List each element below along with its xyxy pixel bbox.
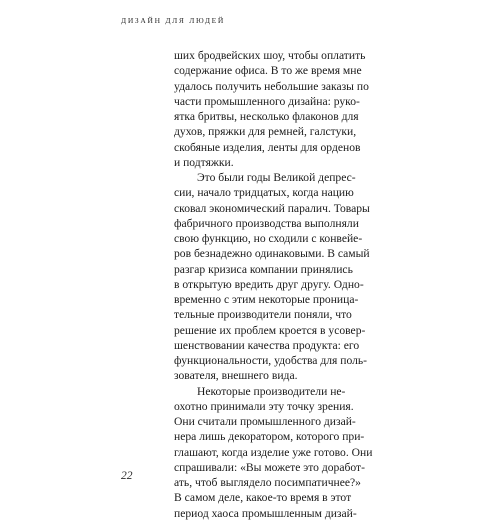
text-line: В самом деле, какое-то время в этот: [174, 491, 352, 505]
text-line: сковал экономический паралич. Товары: [174, 201, 370, 215]
text-line: фабричного производства выполняли: [174, 216, 359, 230]
text-line: в открытую вредить друг другу. Одно-: [174, 277, 364, 291]
text-line: нера лишь декоратором, которого при-: [174, 430, 365, 444]
text-line: тельные производители поняли, что: [174, 308, 352, 322]
text-line: ать, чтоб выглядело посимпатичнее?»: [174, 476, 361, 489]
running-head: ДИЗАЙН ДЛЯ ЛЮДЕЙ: [121, 16, 226, 25]
text-line: охотно принимали эту точку зрения.: [174, 399, 354, 413]
text-line: ров безнадежно одинаковыми. В самый: [174, 247, 370, 261]
text-line: сии, начало тридцатых, когда нацию: [174, 186, 354, 200]
text-line: духов, пряжки для ремней, галстуки,: [174, 125, 357, 139]
text-line: содержание офиса. В то же время мне: [174, 64, 362, 78]
text-line: и подтяжки.: [174, 155, 234, 169]
body-text: [174, 48, 376, 521]
text-line: спрашивали: «Вы можете это доработ-: [174, 460, 365, 474]
text-line: зователя, внешнего вида.: [174, 369, 298, 383]
text-line: части промышленного дизайна: руко-: [174, 94, 360, 108]
text-line: глашают, когда изделие уже готово. Они: [174, 445, 373, 459]
text-line: ятка бритвы, несколько флаконов для: [174, 110, 359, 123]
text-line: функциональности, удобства для поль-: [174, 354, 368, 367]
page-number: 22: [121, 470, 133, 482]
text-line: Некоторые производители не-: [197, 384, 346, 398]
text-line: решение их проблем кроется в усовер-: [174, 323, 366, 337]
text-line: Они считали промышленного дизай-: [174, 415, 356, 428]
text-line: скобяные изделия, ленты для орденов: [174, 140, 361, 154]
text-line: удалось получить небольшие заказы по: [174, 79, 369, 93]
text-line: временно с этим некоторые проница-: [174, 293, 359, 306]
text-line: ших бродвейских шоу, чтобы оплатить: [174, 49, 366, 62]
text-line: период хаоса промышленным дизай-: [174, 506, 357, 520]
text-line: шенствовании качества продукта: его: [174, 338, 360, 352]
text-line: свою функцию, но сходили с конвейе-: [174, 232, 363, 245]
text-line: Это были годы Великой депрес-: [197, 171, 356, 184]
text-line: разгар кризиса компании принялись: [174, 262, 353, 276]
